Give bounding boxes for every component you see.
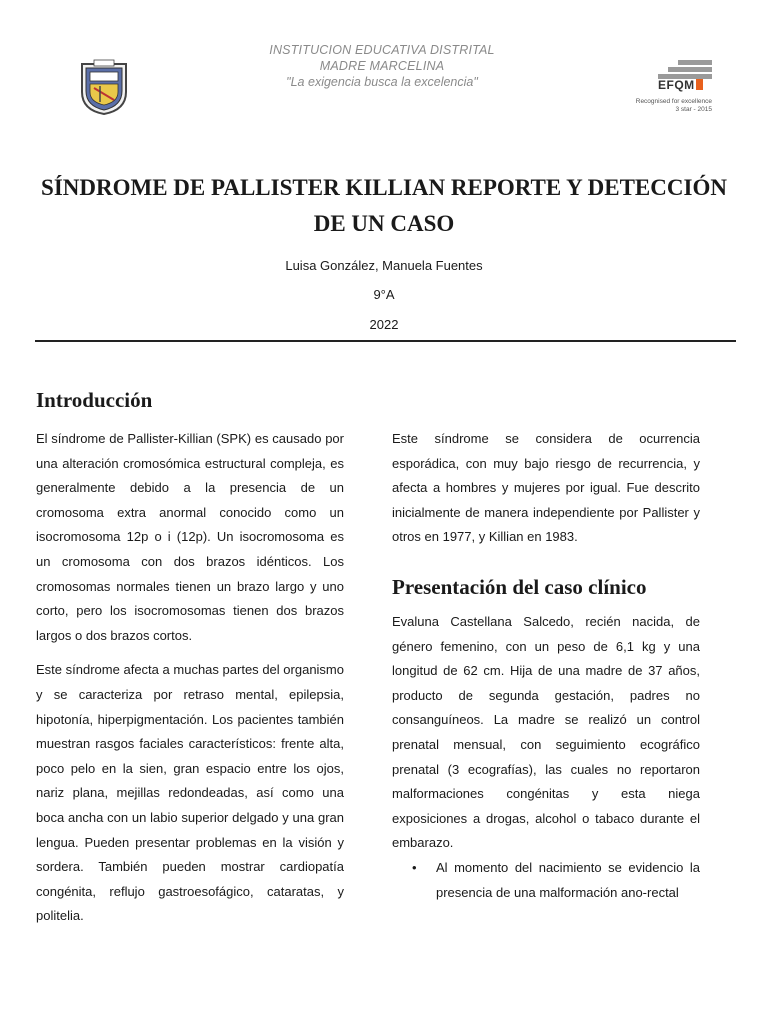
case-paragraph-1: Evaluna Castellana Salcedo, recién nacida, de género femenino, con un peso de 6,1 kg y una longitud de 62 cm. Hija de una madre de 37 años, producto de segunda gestación, padres no consanguíneos. La madre se realizó un control prenatal mensual, con seguimiento ecográfico prenatal (3 ecografías), las cuales no reportaron malformaciones congénitas y esta niega exposiciones a drogas, alcohol o tabaco durante el embarazo. [392,613,700,851]
intro-heading: Introducción [36,388,153,412]
efqm-logo: EFQM [658,78,703,92]
title-divider [35,340,736,342]
case-bullet-list [392,856,700,905]
school-name-line1: INSTITUCION EDUCATIVA DISTRITAL [269,43,495,57]
school-crest-icon [76,58,132,116]
page-header [0,0,768,130]
left-column [36,385,344,939]
authors: Luisa González, Manuela Fuentes [285,258,483,273]
grade: 9°A [373,287,395,302]
efqm-badge [628,58,714,122]
year: 2022 [369,317,399,332]
school-name-line2: MADRE MARCELINA [319,59,445,73]
efqm-recognition: Recognised for excellence 3 star - 2015 [635,98,712,113]
case-bullet-1: Al momento del nacimiento se evidencio la presencia de una malformación ano-rectal [436,859,700,900]
intro-paragraph-3: Este síndrome se considera de ocurrencia esporádica, con muy bajo riesgo de recurrencia, y afecta a hombres y mujeres por igual. Fue descrito inicialmente de manera independiente por Pallister y otros en 1977, y Killian en 1983. [392,431,700,545]
intro-paragraph-2: Este síndrome afecta a muchas partes del organismo y se caracteriza por retraso mental, epilepsia, hipotonía, hiperpigmentación. Los pacientes también muestran rasgos faciales característicos: frente alta, poco pelo en la sien, gran espacio entre los ojos, nariz plana, mejillas redondeadas, así como una boca ancha con un labio superior delgado y una gran lengua. Pueden presentar problemas en la visión y sordera. También pueden mostrar cardiopatía congénita, reflujo gastroesofágico, cataratas, y politelia. [36,662,344,924]
bullet-marker: • [412,859,417,875]
list-item [392,856,700,905]
intro-paragraph-1: El síndrome de Pallister-Killian (SPK) es causado por una alteración cromosómica estructural compleja, es generalmente debido a la presencia de un cromosoma extra anormal conocido como un isocromosoma 12p o i (12p). Un isocromosoma es un cromosoma con dos brazos idénticos. Los cromosomas normales tienen un brazo largo y uno corto, pero los isocromosomas tienen dos brazos largos o dos brazos cortos. [36,431,344,643]
case-heading: Presentación del caso clínico [392,574,647,599]
school-name-block [200,42,564,90]
school-motto: "La exigencia busca la excelencia" [286,75,478,89]
right-column [392,427,700,905]
document-title: SÍNDROME DE PALLISTER KILLIAN REPORTE Y DETECCIÓN DE UN CASO [41,175,727,236]
